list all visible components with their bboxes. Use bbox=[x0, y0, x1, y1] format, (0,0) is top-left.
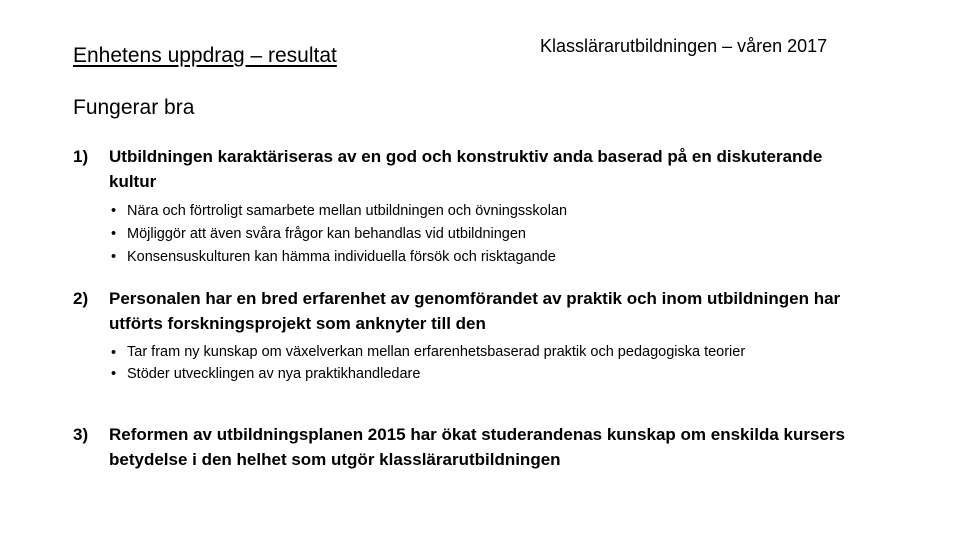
bullet-text: Möjliggör att även svåra frågor kan behandlas vid utbildningen bbox=[127, 226, 526, 242]
program-title: Klasslärarutbildningen – våren 2017 bbox=[540, 36, 828, 56]
list-item bbox=[109, 200, 869, 223]
section-title: Enhetens uppdrag – resultat bbox=[73, 44, 337, 67]
list-item bbox=[109, 342, 869, 363]
bullet-dot-icon: • bbox=[111, 203, 117, 219]
list-item bbox=[109, 363, 869, 386]
point-number: 2) bbox=[73, 289, 89, 308]
point-text: Utbildningen karaktäriseras av en god och konstruktiv anda baserad på en diskuterande kultur bbox=[109, 147, 823, 191]
bullet-text: Nära och förtroligt samarbete mellan utbildningen och övningsskolan bbox=[127, 203, 568, 219]
bullet-dot-icon: • bbox=[111, 366, 117, 382]
bullet-text: Konsensuskulturen kan hämma individuella försök och risktagande bbox=[127, 249, 556, 265]
numbered-point-2 bbox=[73, 286, 873, 336]
numbered-point-1 bbox=[73, 144, 873, 194]
bullet-text: Tar fram ny kunskap om växelverkan mellan erfarenhetsbaserad praktik och pedagogiska teorier bbox=[127, 344, 746, 360]
numbered-point-3 bbox=[73, 422, 873, 472]
point-text: Personalen har en bred erfarenhet av genomförandet av praktik och inom utbildningen har utförts forskningsprojekt som anknyter till den bbox=[109, 289, 841, 333]
status-heading: Fungerar bra bbox=[73, 96, 195, 119]
point-text: Reformen av utbildningsplanen 2015 har ökat studerandenas kunskap om enskilda kursers betydelse i den helhet som utgör klasslärarutbildningen bbox=[109, 425, 845, 469]
list-item bbox=[109, 246, 869, 269]
point-number: 3) bbox=[73, 425, 89, 444]
bullet-list-1 bbox=[109, 200, 869, 269]
bullet-text: Stöder utvecklingen av nya praktikhandledare bbox=[127, 366, 421, 382]
point-number: 1) bbox=[73, 147, 89, 166]
bullet-dot-icon: • bbox=[111, 345, 117, 361]
bullet-dot-icon: • bbox=[111, 249, 117, 265]
list-item bbox=[109, 223, 869, 246]
bullet-list-2 bbox=[109, 342, 869, 386]
bullet-dot-icon: • bbox=[111, 226, 117, 242]
